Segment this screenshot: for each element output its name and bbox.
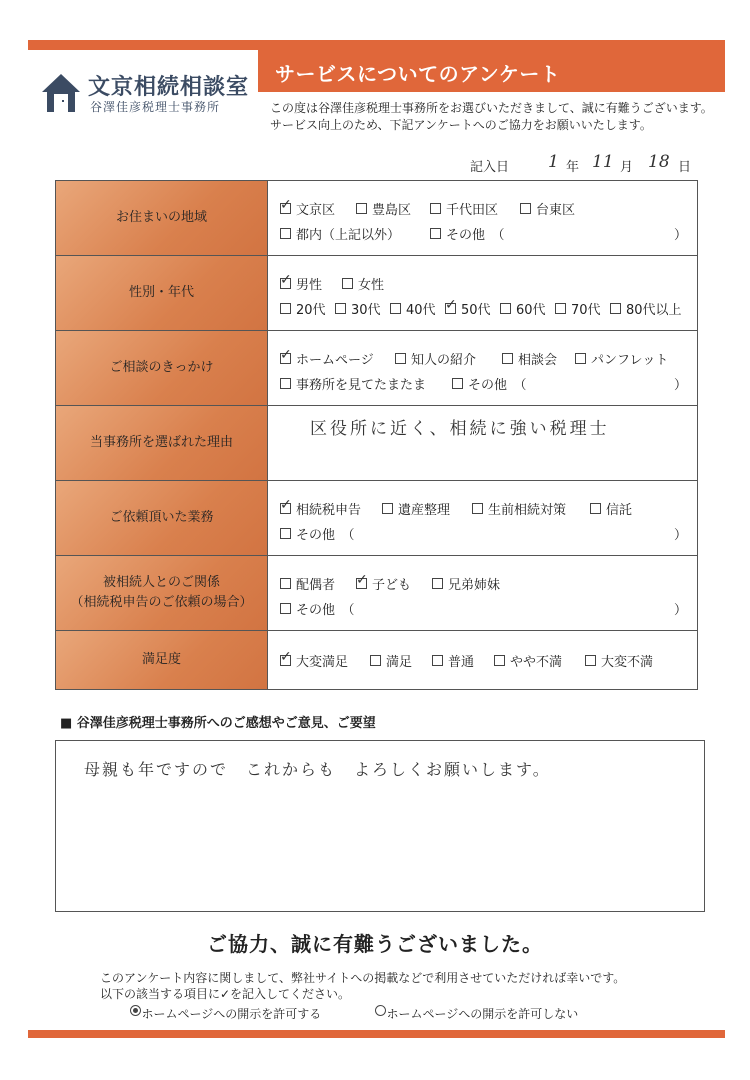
checkbox[interactable] [280, 503, 291, 514]
comment-text: 母親も年ですので これからも よろしくお願いします。 [84, 760, 551, 779]
option-label: 80代以上 [626, 303, 682, 318]
checkbox[interactable] [430, 203, 441, 214]
option-satisfied[interactable] [370, 651, 412, 670]
question-row-reason [56, 406, 697, 481]
question-label-sub: （相続税申告のご依頼の場合） [70, 595, 253, 610]
date-month-unit: 月 [620, 160, 634, 175]
option-spouse[interactable] [280, 574, 335, 593]
option-other[interactable] [280, 599, 355, 618]
option-80s-plus[interactable] [610, 299, 682, 318]
checkbox[interactable] [555, 303, 566, 314]
option-label: その他 （ [468, 378, 527, 393]
option-label: 60代 [516, 303, 546, 318]
consent-line: このアンケート内容に関しまして、弊社サイトへの掲載などで利用させていただければ幸いです。 [100, 971, 626, 985]
option-label: 普通 [448, 655, 475, 670]
option-label: ホームページ [296, 353, 374, 368]
checkbox[interactable] [432, 578, 443, 589]
question-label: お住まいの地域 [56, 181, 268, 255]
checkbox[interactable] [280, 578, 291, 589]
option-label: 相続税申告 [296, 503, 362, 518]
checkbox[interactable] [280, 228, 291, 239]
consent-deny-label: ホームページへの開示を許可しない [386, 1007, 579, 1021]
question-options [280, 331, 687, 405]
option-somewhat-dissatisfied[interactable] [494, 651, 562, 670]
question-options [280, 631, 687, 689]
question-label: 性別・年代 [56, 256, 268, 330]
checkbox[interactable] [280, 378, 291, 389]
checkbox[interactable] [432, 655, 443, 666]
question-options [280, 556, 687, 630]
question-options [280, 256, 687, 330]
comments-textarea[interactable] [55, 740, 705, 912]
option-label: その他 （ [446, 228, 505, 243]
comments-heading: ■ 谷澤佳彦税理士事務所へのご感想やご意見、ご要望 [60, 716, 376, 731]
option-label: 遺産整理 [398, 503, 451, 518]
option-20s[interactable] [280, 299, 326, 318]
question-label: 当事務所を選ばれた理由 [56, 406, 268, 480]
option-estate[interactable] [382, 499, 450, 518]
question-label-main: 被相続人とのご関係 [102, 575, 220, 590]
reason-answer-area[interactable] [280, 406, 687, 480]
close-paren: ） [673, 603, 687, 618]
date-year-value[interactable]: 1 [548, 152, 559, 172]
consent-deny-option[interactable] [375, 1005, 579, 1021]
checkbox[interactable] [520, 203, 531, 214]
question-row-gender-age [56, 256, 697, 331]
option-label: 大変満足 [296, 655, 349, 670]
option-label: 子ども [372, 578, 412, 593]
checkbox[interactable] [610, 303, 621, 314]
option-label: 豊島区 [372, 203, 412, 218]
checkbox[interactable] [280, 603, 291, 614]
option-label: その他 （ [296, 603, 355, 618]
question-label [56, 556, 268, 630]
radio-allow[interactable] [130, 1005, 141, 1016]
footer-accent-bar [28, 1030, 725, 1038]
checkbox[interactable] [502, 353, 513, 364]
intro-line: サービス向上のため、下記アンケートへのご協力をお願いいたします。 [270, 118, 652, 132]
close-paren: ） [673, 378, 687, 393]
radio-deny[interactable] [375, 1005, 386, 1016]
option-saw-office[interactable] [280, 374, 426, 393]
consent-text [100, 970, 625, 1002]
reason-answer: 区役所に近く、相続に強い税理士 [310, 419, 610, 439]
option-label: 相談会 [518, 353, 558, 368]
checkbox[interactable] [280, 655, 291, 666]
checkbox[interactable] [590, 503, 601, 514]
close-paren: ） [673, 228, 687, 243]
question-row-satisfaction [56, 631, 697, 689]
option-label: 男性 [296, 278, 323, 293]
option-chiyoda[interactable] [430, 199, 498, 218]
checkbox[interactable] [335, 303, 346, 314]
consent-allow-option[interactable] [130, 1005, 322, 1021]
option-bunkyo[interactable] [280, 199, 335, 218]
checkbox[interactable] [472, 503, 483, 514]
checkbox[interactable] [494, 655, 505, 666]
option-very-dissatisfied[interactable] [585, 651, 653, 670]
option-other[interactable] [452, 374, 527, 393]
option-40s[interactable] [390, 299, 436, 318]
date-day-unit: 日 [678, 160, 692, 175]
entry-date [470, 154, 695, 178]
option-pre-planning[interactable] [472, 499, 566, 518]
option-pamphlet[interactable] [575, 349, 668, 368]
option-label: やや不満 [510, 655, 563, 670]
checkbox[interactable] [500, 303, 511, 314]
option-neutral[interactable] [432, 651, 474, 670]
checkbox[interactable] [280, 203, 291, 214]
survey-title: サービスについてのアンケート [275, 62, 561, 86]
option-toshima[interactable] [356, 199, 411, 218]
option-label: 40代 [406, 303, 436, 318]
date-year-unit: 年 [566, 160, 580, 175]
option-label: 兄弟姉妹 [448, 578, 501, 593]
question-row-relationship [56, 556, 697, 631]
option-sibling[interactable] [432, 574, 500, 593]
option-label: 大変不満 [601, 655, 654, 670]
option-60s[interactable] [500, 299, 546, 318]
checkbox[interactable] [585, 655, 596, 666]
option-label: 30代 [351, 303, 381, 318]
consent-line: 以下の該当する項目に✓を記入してください。 [100, 987, 351, 1001]
checkbox[interactable] [280, 528, 291, 539]
checkbox[interactable] [342, 278, 353, 289]
checkbox[interactable] [356, 578, 367, 589]
checkbox[interactable] [280, 353, 291, 364]
option-label: 台東区 [536, 203, 576, 218]
option-other[interactable] [430, 224, 505, 243]
option-label: パンフレット [591, 353, 669, 368]
option-label: 満足 [386, 655, 413, 670]
question-options [280, 181, 687, 255]
option-taito[interactable] [520, 199, 575, 218]
option-seminar[interactable] [502, 349, 557, 368]
intro-text [270, 100, 713, 134]
checkbox[interactable] [390, 303, 401, 314]
date-label: 記入日 [470, 160, 510, 175]
consent-allow-label: ホームページへの開示を許可する [141, 1007, 322, 1021]
office-logo-title: 文京相続相談室 [88, 75, 250, 100]
date-month-value[interactable]: 11 [592, 152, 614, 172]
option-label: その他 （ [296, 528, 355, 543]
question-label: ご依頼頂いた業務 [56, 481, 268, 555]
option-label: 文京区 [296, 203, 336, 218]
survey-table [55, 180, 698, 690]
checkbox[interactable] [395, 353, 406, 364]
option-very-satisfied[interactable] [280, 651, 348, 670]
office-logo-subtitle: 谷澤佳彦税理士事務所 [90, 100, 221, 114]
option-inheritance-tax[interactable] [280, 499, 361, 518]
option-trust[interactable] [590, 499, 632, 518]
option-label: 女性 [358, 278, 385, 293]
option-label: 20代 [296, 303, 326, 318]
option-tokyo-other[interactable] [280, 224, 400, 243]
option-male[interactable] [280, 274, 322, 293]
close-paren: ） [673, 528, 687, 543]
checkbox[interactable] [382, 503, 393, 514]
option-50s[interactable] [445, 299, 491, 318]
option-female[interactable] [342, 274, 384, 293]
thanks-message: ご協力、誠に有難うございました。 [207, 932, 543, 956]
question-label: 満足度 [56, 631, 268, 689]
option-label: 70代 [571, 303, 601, 318]
checkbox[interactable] [280, 303, 291, 314]
option-label: 信託 [606, 503, 633, 518]
header-accent-bar [28, 40, 725, 50]
checkbox[interactable] [280, 278, 291, 289]
checkbox[interactable] [370, 655, 381, 666]
question-label: ご相談のきっかけ [56, 331, 268, 405]
option-referral[interactable] [395, 349, 476, 368]
option-label: 事務所を見てたまたま [296, 378, 427, 393]
intro-line: この度は谷澤佳彦税理士事務所をお選びいただきまして、誠に有難うございます。 [270, 101, 713, 115]
question-row-region [56, 181, 697, 256]
house-logo-icon [40, 70, 82, 114]
question-row-services [56, 481, 697, 556]
option-70s[interactable] [555, 299, 601, 318]
checkbox[interactable] [445, 303, 456, 314]
checkbox[interactable] [452, 378, 463, 389]
option-label: 生前相続対策 [488, 503, 567, 518]
question-options [280, 481, 687, 555]
option-label: 都内（上記以外） [296, 228, 401, 243]
option-label: 千代田区 [446, 203, 499, 218]
option-label: 知人の紹介 [411, 353, 477, 368]
option-homepage[interactable] [280, 349, 374, 368]
checkbox[interactable] [356, 203, 367, 214]
option-label: 配偶者 [296, 578, 336, 593]
question-row-trigger [56, 331, 697, 406]
option-30s[interactable] [335, 299, 381, 318]
checkbox[interactable] [575, 353, 586, 364]
checkbox[interactable] [430, 228, 441, 239]
option-label: 50代 [461, 303, 491, 318]
option-child[interactable] [356, 574, 411, 593]
option-other[interactable] [280, 524, 355, 543]
date-day-value[interactable]: 18 [648, 152, 670, 172]
